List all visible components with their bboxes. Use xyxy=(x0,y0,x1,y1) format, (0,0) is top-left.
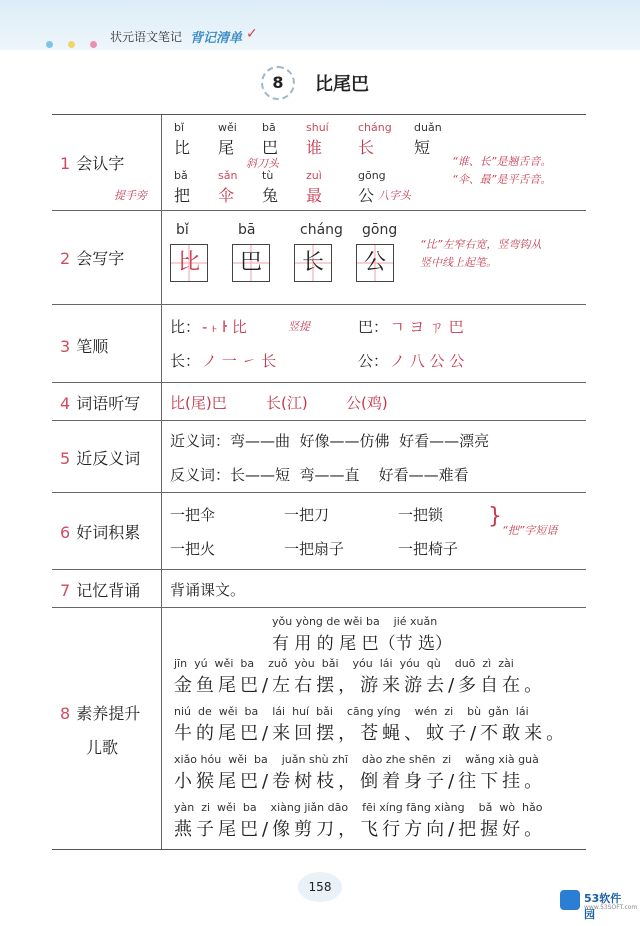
lesson-number: 8 xyxy=(261,66,295,100)
watermark xyxy=(556,886,638,921)
poem-line-hanzi: 牛的尾巴/来回摆，苍蝇、蚊子/不敢来。 xyxy=(174,723,569,744)
stroke-bi-note: 竖提 xyxy=(288,320,310,333)
char-pinyin: zuì xyxy=(306,169,322,182)
dot-pink xyxy=(90,41,97,48)
row-label: 3 笔顺 xyxy=(60,337,109,356)
char-pinyin: duǎn xyxy=(414,121,442,134)
row-sublabel: 儿歌 xyxy=(86,738,119,757)
char-pinyin: cháng xyxy=(358,121,392,134)
note-bazi: 八字头 xyxy=(378,189,411,202)
word-item: 一把椅子 xyxy=(398,540,459,558)
dictation-word: 长(江) xyxy=(266,394,308,412)
row-poem xyxy=(52,607,586,849)
top-banner xyxy=(0,0,640,50)
char-hanzi: 把 xyxy=(174,186,191,205)
word-item: 一把扇子 xyxy=(284,540,345,558)
notes-table xyxy=(52,114,586,850)
char-hanzi: 伞 xyxy=(218,186,235,205)
check-icon: ✓ xyxy=(246,26,258,42)
word-item: 一把火 xyxy=(170,540,216,558)
stroke-gong-label: 公： xyxy=(358,352,389,370)
char-pinyin: sǎn xyxy=(218,169,238,182)
watermark-text: 53软件园 xyxy=(584,892,622,921)
row-synonyms xyxy=(52,420,586,493)
char-pinyin: tù xyxy=(262,169,274,182)
note-write2: 竖中线上起笔。 xyxy=(420,256,497,269)
char-hanzi: 比 xyxy=(174,138,191,157)
words-note: “把”字短语 xyxy=(502,524,558,537)
note-right2: “伞、最”是平舌音。 xyxy=(452,173,552,186)
lesson-title: 比尾巴 xyxy=(315,74,369,95)
char-pinyin: shuí xyxy=(306,121,329,134)
series-name: 背记清单 xyxy=(190,31,243,46)
word-item: 一把伞 xyxy=(170,506,216,524)
stroke-chang-label: 长： xyxy=(170,352,201,370)
note-right1: “谁、长”是翘舌音。 xyxy=(452,155,552,168)
row-label: 4 词语听写 xyxy=(60,394,141,413)
row-dictation xyxy=(52,382,586,421)
write-pinyin: gōng xyxy=(362,222,398,238)
char-hanzi: 最 xyxy=(306,186,323,205)
char-hanzi: 短 xyxy=(414,138,431,157)
char-pinyin: bǎ xyxy=(174,169,188,182)
stroke-ba-seq: ㄱ ヨ ㄗ 巴 xyxy=(390,318,464,336)
stroke-bi-seq: ‐ ˫ ŀ 比 xyxy=(202,318,247,336)
char-pinyin: gōng xyxy=(358,169,386,182)
char-pinyin: bǐ xyxy=(174,121,185,134)
stroke-ba-label: 巴： xyxy=(358,318,389,336)
write-pinyin: cháng xyxy=(300,222,343,238)
watermark-logo-icon xyxy=(560,890,580,910)
antonyms-line: 反义词：长——短 弯——直 好看——难看 xyxy=(170,466,469,484)
poem-line-hanzi: 金鱼尾巴/左右摆，游来游去/多自在。 xyxy=(174,675,547,696)
poem-line-pinyin: jīn yú wěi ba zuǒ yòu bǎi yóu lái yóu qù duō zì zài xyxy=(174,657,514,670)
stroke-gong-seq: ノ 八 公 公 xyxy=(390,352,465,370)
note-tishou: 提手旁 xyxy=(114,189,147,202)
note-write1: “比”左窄右宽，竖弯钩从 xyxy=(420,238,542,251)
word-item: 一把锁 xyxy=(398,506,444,524)
write-pinyin: bā xyxy=(238,222,256,238)
char-hanzi: 尾 xyxy=(218,138,235,157)
dot-yellow xyxy=(68,41,75,48)
row-label: 7 记忆背诵 xyxy=(60,581,141,600)
dictation-word: 公(鸡) xyxy=(346,394,388,412)
dot-blue xyxy=(46,41,53,48)
row-recognize xyxy=(52,115,586,211)
row-label: 5 近反义词 xyxy=(60,449,141,468)
watermark-sub: www.53SOFT.com xyxy=(584,904,638,911)
stroke-bi-label: 比： xyxy=(170,318,201,336)
row-label: 6 好词积累 xyxy=(60,523,141,542)
row-good-words xyxy=(52,492,586,570)
poem-line-pinyin: niú de wěi ba lái huí bǎi cāng yíng wén zi bù gǎn lái xyxy=(174,705,529,718)
char-pinyin: bā xyxy=(262,121,276,134)
decor-dots xyxy=(46,33,107,52)
poem-line-pinyin: xiǎo hóu wěi ba juǎn shù zhī dào zhe shēn zi wǎng xià guà xyxy=(174,753,539,766)
row-write xyxy=(52,210,586,305)
poem-line-pinyin: yàn zi wěi ba xiàng jiǎn dāo fēi xíng fāng xiàng bǎ wò hǎo xyxy=(174,801,543,814)
recite-text: 背诵课文。 xyxy=(170,581,246,599)
synonyms-line: 近义词：弯——曲 好像——仿佛 好看——漂亮 xyxy=(170,432,490,450)
char-hanzi: 长 xyxy=(358,138,375,157)
char-pinyin: wěi xyxy=(218,121,237,134)
row-label: 2 会写字 xyxy=(60,249,125,268)
char-hanzi: 公 xyxy=(358,186,375,205)
brand-name: 状元语文笔记 xyxy=(110,30,183,44)
dictation-word: 比(尾)巴 xyxy=(170,394,227,412)
char-hanzi: 兔 xyxy=(262,186,279,205)
poem-title: 有 用 的 尾 巴（节 选） xyxy=(272,634,453,654)
poem-title-pinyin: yǒu yòng de wěi ba jié xuǎn xyxy=(272,615,438,628)
write-box: 巴 xyxy=(232,244,270,282)
write-pinyin: bǐ xyxy=(176,222,189,238)
write-box: 比 xyxy=(170,244,208,282)
row-stroke-order xyxy=(52,304,586,383)
word-item: 一把刀 xyxy=(284,506,330,524)
row-recite xyxy=(52,569,586,608)
char-hanzi: 谁 xyxy=(306,138,323,157)
page-number: 158 xyxy=(298,872,342,902)
write-box: 长 xyxy=(294,244,332,282)
row-label: 1 会认字 xyxy=(60,154,125,173)
poem-line-hanzi: 小猴尾巴/卷树枝，倒着身子/往下挂。 xyxy=(174,771,547,792)
poem-line-hanzi: 燕子尾巴/像剪刀，飞行方向/把握好。 xyxy=(174,819,547,840)
write-box: 公 xyxy=(356,244,394,282)
char-hanzi: 巴 xyxy=(262,138,279,157)
row-label: 8 素养提升 xyxy=(60,704,141,723)
note-xiedao: 斜刀头 xyxy=(246,157,279,170)
brace-icon: } xyxy=(488,504,502,529)
stroke-chang-seq: ノ 一 ㇀ 长 xyxy=(202,352,277,370)
